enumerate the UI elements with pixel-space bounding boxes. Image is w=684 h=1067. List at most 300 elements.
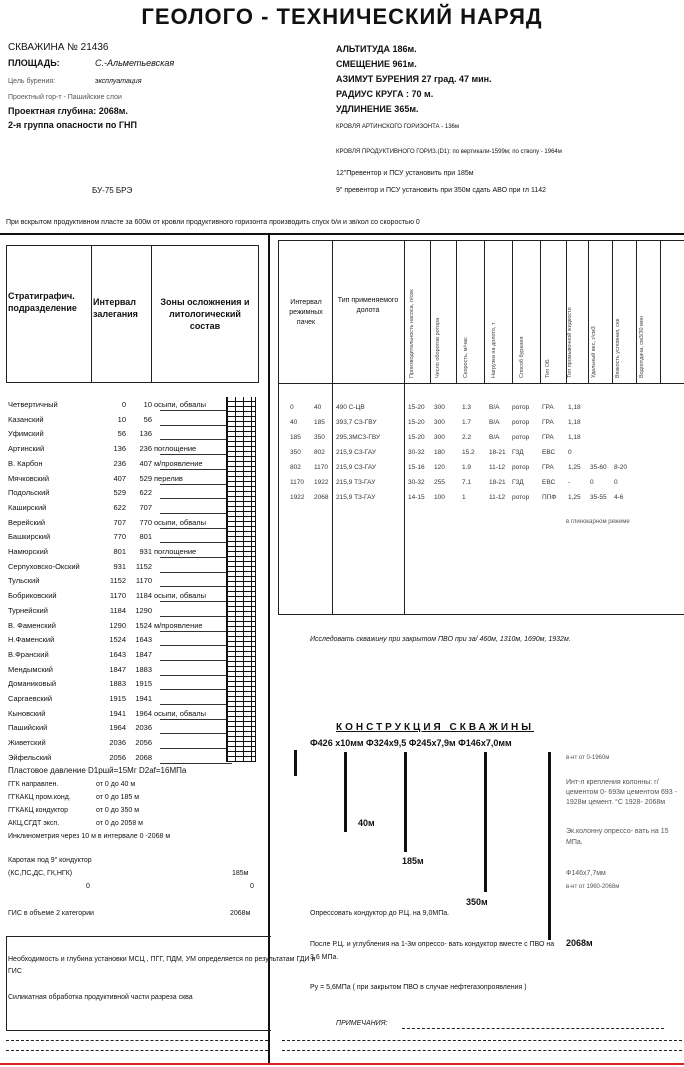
construction-casings: Ф426 х10мм Ф324х9,5 Ф245х7,9м Ф146х7,0мм xyxy=(310,738,512,748)
bit-cell: 802 xyxy=(290,464,301,471)
productive-roof: КРОВЛЯ ПРОДУКТИВНОГО ГОРИЗ.(D1): по вертикали-1599м; по стволу - 1964м xyxy=(336,149,562,155)
strat-to: 1915 xyxy=(135,679,152,689)
strat-zone: поглощение xyxy=(154,444,197,454)
bottom-red-rule xyxy=(0,1063,684,1065)
altitude: АЛЬТИТУДА 186м. xyxy=(336,44,417,54)
gis-label: ГИС в объеме 2 категории xyxy=(8,910,94,917)
bit-cell: 350 xyxy=(290,449,301,456)
bit-cell: 1922 xyxy=(314,479,329,486)
bit-cell: ППФ xyxy=(542,494,557,501)
bit-cell: 255 xyxy=(434,479,445,486)
strat-zone: м/проявление xyxy=(154,458,203,468)
casing-426 xyxy=(344,752,347,832)
strat-name: Казанский xyxy=(8,414,44,424)
strat-col-border-0 xyxy=(6,245,7,383)
bit-cell: 14-15 xyxy=(408,494,425,501)
strat-to: 236 xyxy=(139,444,152,454)
bit-cell: 185 xyxy=(314,419,325,426)
strat-from: 770 xyxy=(113,532,126,542)
casing-324 xyxy=(404,752,407,852)
bit-cell: 18-21 xyxy=(489,449,506,456)
strat-to: 1941 xyxy=(135,694,152,703)
strat-from: 1941 xyxy=(109,708,126,718)
radius: РАДИУС КРУГА : 70 м. xyxy=(336,89,434,99)
bit-col-border xyxy=(660,240,661,383)
bit-cell: 393,7 СЗ-ГВУ xyxy=(336,419,377,426)
logging-label-1: ГГКАКЦ пром.конд. xyxy=(8,794,71,801)
bit-cell: 2068 xyxy=(314,494,329,501)
strat-zone: осыпи, обвалы xyxy=(154,517,207,527)
bit-cell: 180 xyxy=(434,449,445,456)
bit-cell: ГРА xyxy=(542,464,554,471)
strat-from: 0 xyxy=(121,400,126,409)
table-row xyxy=(282,447,684,463)
remarks-line-2 xyxy=(282,1040,682,1041)
strat-to: 136 xyxy=(139,429,152,439)
zone-underline xyxy=(160,601,232,602)
strat-from: 931 xyxy=(113,561,126,571)
bit-cell: 1,25 xyxy=(568,494,581,501)
table-row xyxy=(282,417,684,433)
logging-value-1: от 0 до 185 м xyxy=(96,794,140,801)
zone-underline xyxy=(160,586,232,587)
strat-from: 622 xyxy=(113,502,126,512)
bit-cell: 295,3МСЗ-ГВУ xyxy=(336,434,381,441)
bit-cell: ГРА xyxy=(542,419,554,426)
strat-from: 1643 xyxy=(109,649,126,659)
bit-table-left-border xyxy=(278,240,279,615)
strat-zone: м/проявление xyxy=(154,620,203,630)
inclinometry: Инклинометрия через 10 м в интервале 0 -2068 м xyxy=(8,833,171,840)
frame-top xyxy=(0,233,684,235)
strat-from: 10 xyxy=(117,414,126,424)
zone-underline xyxy=(160,660,232,661)
lithology-column xyxy=(226,397,256,762)
strat-to: 2036 xyxy=(135,723,152,733)
logging-value-0: от 0 до 40 м xyxy=(96,781,136,788)
strat-to: 1290 xyxy=(135,605,152,615)
bit-col-border xyxy=(588,240,589,383)
zone-underline xyxy=(160,513,232,514)
bit-cell: 350 xyxy=(314,434,325,441)
strat-to: 622 xyxy=(139,488,152,498)
table-row xyxy=(8,486,258,501)
strat-from: 801 xyxy=(113,547,126,556)
bit-vertical-header-text: Число оборотов ротора xyxy=(435,317,441,378)
bit-cell: 300 xyxy=(434,434,445,441)
strat-to: 931 xyxy=(139,547,152,556)
strat-to: 407 xyxy=(139,458,152,468)
table-row xyxy=(8,457,258,472)
note-casing-cement: в-нт от 1960-2068м xyxy=(566,884,620,890)
bit-col-border xyxy=(430,240,431,383)
zone-underline xyxy=(160,410,232,411)
bit-cell: 300 xyxy=(434,419,445,426)
strat-name: Уфимский xyxy=(8,429,44,439)
zone-underline xyxy=(160,631,232,632)
strat-name: Бобриковский xyxy=(8,591,57,601)
strat-from: 136 xyxy=(113,444,126,454)
depth-350: 350м xyxy=(466,897,488,907)
bit-cell: 100 xyxy=(434,494,445,501)
strat-header-bottom xyxy=(6,382,258,383)
bit-header-interval: Интервал режимных пачек xyxy=(289,299,323,326)
table-row xyxy=(8,692,258,707)
bit-cell: 1170 xyxy=(290,479,304,486)
design-depth: Проектная глубина: 2068м. xyxy=(8,106,128,116)
bit-cell: В/А xyxy=(489,419,500,426)
zone-underline xyxy=(160,498,232,499)
table-row xyxy=(8,633,258,648)
table-row xyxy=(8,648,258,663)
table-row xyxy=(8,707,258,722)
bit-col-border xyxy=(512,240,513,383)
well-number: СКВАЖИНА № 21436 xyxy=(8,42,109,53)
strat-to: 10 xyxy=(143,400,152,409)
strat-to: 1152 xyxy=(135,561,152,571)
table-row xyxy=(8,751,258,766)
bit-cell: 120 xyxy=(434,464,445,471)
bit-cell: 1,25 xyxy=(568,464,581,471)
bit-cell: ротор xyxy=(512,404,530,411)
table-row xyxy=(8,574,258,589)
strat-name: Подольский xyxy=(8,488,50,498)
remarks-label: ПРИМЕЧАНИЯ: xyxy=(336,1020,388,1027)
bit-vertical-header-text: Водоотдача, см3/30 мин xyxy=(639,316,645,378)
bit-cell: 2.2 xyxy=(462,434,472,441)
table-row xyxy=(282,402,684,418)
table-row xyxy=(282,432,684,448)
strat-name: Саргаевский xyxy=(8,694,53,703)
strat-col-border-3 xyxy=(258,245,259,383)
strat-from: 2056 xyxy=(109,752,126,762)
strat-to: 1643 xyxy=(135,635,152,645)
karotazh-depth: 185м xyxy=(232,870,249,877)
bit-vertical-header xyxy=(638,250,652,380)
pressure-line: Пластовое давление D1pшй=15Мг D2af=16МПа xyxy=(8,766,187,775)
table-row xyxy=(8,472,258,487)
preventer-9: 9" превентор и ПСУ установить при 350м сдать АВО при гл 1142 xyxy=(336,187,546,194)
strat-to: 2068 xyxy=(135,752,152,762)
casing-marker-left xyxy=(294,750,297,776)
bit-cell: ротор xyxy=(512,419,530,426)
page-title: ГЕОЛОГО - ТЕХНИЧЕСКИЙ НАРЯД xyxy=(141,4,543,29)
bit-vertical-header-text: Скорость, м/час xyxy=(463,337,469,378)
bit-cell: 1.3 xyxy=(462,404,472,411)
table-row xyxy=(282,492,684,508)
karotazh-zero-a: 0 xyxy=(86,883,90,890)
strat-name: Н.Фаменский xyxy=(8,635,55,645)
bit-cell: ГРА xyxy=(542,434,554,441)
strat-name: Живетский xyxy=(8,738,46,748)
bit-cell: 215,9 СЗ-ГАУ xyxy=(336,464,377,471)
depth-2068: 2068м xyxy=(566,938,593,948)
strat-zone: осыпи, обвалы xyxy=(154,708,207,718)
zone-underline xyxy=(160,719,232,720)
preventer-12: 12"Превентор и ПСУ установить при 185м xyxy=(336,170,474,177)
depth-40: 40м xyxy=(358,818,375,828)
investigate-note: Исследовать скважину при закрытом ПВО при за/ 460м, 1310м, 1690м, 1932м. xyxy=(310,636,571,643)
rig-type: БУ-75 БРЭ xyxy=(92,186,133,195)
dash-line-left-1 xyxy=(6,1040,268,1041)
remarks-line-3 xyxy=(282,1050,682,1051)
open-layer-note: При вскрытом продуктивном пласте за 600м от кровли продуктивного горизонта производить спуск б/и и зв/кол со скоростью 0 xyxy=(6,219,420,226)
table-row xyxy=(8,677,258,692)
bit-table-header-border xyxy=(278,383,684,384)
bit-col-border xyxy=(456,240,457,383)
strat-from: 407 xyxy=(113,473,126,483)
karotazh-methods: (КС,ПС,ДС, ГК,НГК) xyxy=(8,870,73,877)
zone-underline xyxy=(160,704,232,705)
strat-to: 529 xyxy=(139,473,152,483)
logging-label-2: ГГКАКЦ кондуктор xyxy=(8,807,69,814)
offset: СМЕЩЕНИЕ 961м. xyxy=(336,59,417,69)
bottom-note-1: Необходимость и глубина установки МСЦ , ПГГ, ПДМ, УМ определяется по результатам ГДИ и ГИС xyxy=(8,956,316,975)
bit-cell: 35-55 xyxy=(590,494,607,501)
strat-to: 2056 xyxy=(135,738,152,748)
bit-table-note: в глинокарном режиме xyxy=(566,519,630,525)
dash-line-left-2 xyxy=(6,1050,268,1051)
karotazh-title: Каротаж под 9" кондуктор xyxy=(8,857,92,864)
zone-underline xyxy=(160,748,232,749)
zone-underline xyxy=(160,528,232,529)
casing-245 xyxy=(484,752,487,892)
bit-cell: 1,18 xyxy=(568,434,581,441)
strat-to: 1170 xyxy=(135,576,152,586)
bit-cell: 185 xyxy=(290,434,301,441)
strat-from: 1524 xyxy=(109,635,126,645)
bit-cell: 1,18 xyxy=(568,404,581,411)
bit-cell: ротор xyxy=(512,434,530,441)
bit-cell: 215,9 СЗ-ГАУ xyxy=(336,449,377,456)
construction-title: КОНСТРУКЦИЯ СКВАЖИНЫ xyxy=(336,722,535,733)
bit-cell: 4-6 xyxy=(614,494,624,501)
bit-table-bottom-border xyxy=(278,614,684,615)
strat-to: 801 xyxy=(139,532,152,542)
bit-col-border xyxy=(484,240,485,383)
table-row xyxy=(8,589,258,604)
zone-underline xyxy=(160,689,232,690)
bit-cell: 30-32 xyxy=(408,449,425,456)
frame-divider-left xyxy=(268,233,270,1063)
bit-cell: 15-16 xyxy=(408,464,425,471)
strat-name: Серпуховско-Окский xyxy=(8,561,80,571)
area-label: ПЛОЩАДЬ: xyxy=(8,58,60,68)
note-pressure: Эк.колонну опрессо- вать на 15 МПа. xyxy=(566,828,669,846)
bit-vertical-header-text: Нагрузка на долото, т xyxy=(491,322,497,378)
notes-box-top xyxy=(6,936,271,937)
strat-name: В.Франский xyxy=(8,649,49,659)
bit-cell: 30-32 xyxy=(408,479,425,486)
bit-vertical-header xyxy=(518,250,532,380)
purpose-value: эксплуатация xyxy=(95,78,142,85)
zone-underline xyxy=(160,675,232,676)
bit-cell: ЕВС xyxy=(542,479,556,486)
strat-name: Эйфельский xyxy=(8,752,52,762)
table-row xyxy=(8,619,258,634)
bit-col-border xyxy=(612,240,613,383)
bottom-note-2: Силикатная обработка продуктивной части разреза сква xyxy=(8,994,193,1001)
strat-from: 1170 xyxy=(109,591,126,601)
table-row xyxy=(282,462,684,478)
zone-underline xyxy=(160,454,232,455)
zone-underline xyxy=(160,616,232,617)
bit-cell: 1922 xyxy=(290,494,305,501)
table-row xyxy=(8,516,258,531)
bit-vertical-header xyxy=(614,250,628,380)
area-value: С.-Альметьевская xyxy=(95,58,175,68)
strat-to: 1524 xyxy=(135,620,152,630)
strat-name: Тульский xyxy=(8,576,40,586)
strat-name: Каширский xyxy=(8,502,47,512)
bit-cell: 0 xyxy=(614,479,618,486)
strat-name: В. Карбон xyxy=(8,458,43,468)
karotazh-zero-b: 0 xyxy=(250,883,254,890)
table-row xyxy=(8,663,258,678)
bit-vertical-header-text: Производительность насоса, л/сек xyxy=(409,289,415,378)
strat-to: 56 xyxy=(143,414,152,424)
strat-name: Мендымский xyxy=(8,664,53,674)
table-row xyxy=(8,442,258,457)
purpose-label: Цель бурения: xyxy=(8,78,56,85)
table-row xyxy=(8,398,258,413)
strat-from: 1964 xyxy=(109,723,126,733)
bit-cell: 40 xyxy=(314,404,322,411)
notes-box-bottom xyxy=(6,1030,271,1031)
bit-cell: 1,18 xyxy=(568,419,581,426)
bit-cell: ротор xyxy=(512,494,530,501)
strat-to: 1847 xyxy=(135,649,152,659)
bit-vertical-header xyxy=(544,250,558,380)
logging-label-3: АКЦ,СГДТ эксп. xyxy=(8,820,60,827)
bit-cell: 1170 xyxy=(314,464,328,471)
zone-underline xyxy=(160,542,232,543)
zone-underline xyxy=(160,557,232,558)
bit-cell: ротор xyxy=(512,464,530,471)
strat-name: Верейский xyxy=(8,517,46,527)
bit-col-border xyxy=(636,240,637,383)
strat-col-border-1 xyxy=(91,245,92,383)
bit-cell: 215,9 ТЗ-ГАУ xyxy=(336,494,376,501)
bit-cell: 0 xyxy=(590,479,594,486)
bit-cell: 15-20 xyxy=(408,404,425,411)
bit-vertical-header-text: Вязкость условная, сек xyxy=(615,318,621,378)
strat-from: 2036 xyxy=(109,738,126,748)
table-row xyxy=(8,721,258,736)
zone-underline xyxy=(160,439,232,440)
zone-underline xyxy=(160,645,232,646)
bit-cell: ГРА xyxy=(542,404,554,411)
bit-cell: В/А xyxy=(489,434,500,441)
bit-cell: 18-21 xyxy=(489,479,506,486)
strat-from: 1915 xyxy=(109,694,126,703)
bit-cell: 15-20 xyxy=(408,434,425,441)
table-row xyxy=(8,427,258,442)
bit-cell: 300 xyxy=(434,404,445,411)
bit-cell: 35-60 xyxy=(590,464,607,471)
bit-cell: ГЗД xyxy=(512,449,524,456)
cement-top: в-нт от 0-1960м xyxy=(566,755,610,761)
bit-cell: - xyxy=(568,479,571,486)
strat-from: 236 xyxy=(113,458,126,468)
design-horizon: Проектный гор-т - Пашийские слои xyxy=(8,94,122,101)
strat-from: 529 xyxy=(113,488,126,498)
strat-header-zones: Зоны осложнения и литологический состав xyxy=(160,297,250,331)
strat-zone: осыпи, обвалы xyxy=(154,591,207,601)
strat-from: 1883 xyxy=(109,679,126,689)
logging-label-0: ГГК направлен. xyxy=(8,781,59,788)
table-row xyxy=(8,545,258,560)
bit-cell: 15-20 xyxy=(408,419,425,426)
bit-vertical-header-text: Удельный вес, г/см3 xyxy=(591,326,597,378)
bit-cell: 8-20 xyxy=(614,464,628,471)
strat-to: 1184 xyxy=(135,591,152,601)
strat-zone: поглощение xyxy=(154,547,197,556)
strat-name: Доманиковый xyxy=(8,679,57,689)
after-test: После Р.Ц. и углубления на 1-3м опрессо- вать кондуктор вместе с ПВО на 3,6 МПа. xyxy=(310,941,555,961)
strat-to: 1883 xyxy=(135,664,152,674)
strat-name: Намюрский xyxy=(8,547,48,556)
bit-table-top-border xyxy=(278,240,684,241)
bit-cell: 40 xyxy=(290,419,298,426)
strat-header-interval: Интервал залегания xyxy=(93,297,138,319)
bit-cell: 11-12 xyxy=(489,494,506,501)
gis-depth: 2068м xyxy=(230,910,251,917)
strat-name: Пашийский xyxy=(8,723,48,733)
strat-to: 770 xyxy=(139,517,152,527)
logging-value-3: от 0 до 2058 м xyxy=(96,820,143,827)
strat-name: Башкирский xyxy=(8,532,51,542)
bit-vertical-header xyxy=(490,250,504,380)
table-row xyxy=(282,477,684,493)
strat-from: 1847 xyxy=(109,664,126,674)
note-interval: Инт-л крепления колонны: г/цементом 0- 693м цементом 693 - 1928м цемент. °С 1928- 2068м xyxy=(566,779,677,806)
zone-underline xyxy=(160,572,232,573)
bit-vertical-header xyxy=(408,250,422,380)
bit-cell: 490 С-ЦВ xyxy=(336,404,365,411)
remarks-line-1 xyxy=(402,1028,664,1029)
strat-name: Артинский xyxy=(8,444,45,454)
strat-header-top xyxy=(6,245,258,246)
pu-note: Ру = 5,6МПа ( при закрытом ПВО в случае нефтегазопроявления ) xyxy=(310,984,527,991)
table-row xyxy=(8,501,258,516)
strat-name: Турнейский xyxy=(8,605,48,615)
logging-value-2: от 0 до 350 м xyxy=(96,807,140,814)
table-row xyxy=(8,604,258,619)
depth-185: 185м xyxy=(402,856,424,866)
strat-from: 1184 xyxy=(109,605,126,615)
zone-underline xyxy=(160,484,232,485)
bit-cell: 7.1 xyxy=(462,479,472,486)
strat-from: 56 xyxy=(117,429,126,439)
bit-col-border xyxy=(540,240,541,383)
strat-header-strat: Стратиграфич. подразделение xyxy=(8,291,77,313)
bit-cell: 0 xyxy=(568,449,572,456)
strat-from: 1152 xyxy=(109,576,126,586)
bit-cell: 15.2 xyxy=(462,449,475,456)
bit-vertical-header xyxy=(434,250,448,380)
bit-cell: 1.7 xyxy=(462,419,472,426)
bit-vertical-header-text: Способ бурения xyxy=(519,336,525,378)
zone-underline xyxy=(160,425,232,426)
bit-cell: 215,9 ТЗ-ГАУ xyxy=(336,479,376,486)
bit-cell: ЕВС xyxy=(542,449,556,456)
bit-vertical-header-text: Тип ОБ xyxy=(545,359,551,378)
casing-146 xyxy=(548,752,551,940)
azimuth: АЗИМУТ БУРЕНИЯ 27 град. 47 мин. xyxy=(336,74,492,84)
strat-col-border-2 xyxy=(151,245,152,383)
elongation: УДЛИНЕНИЕ 365м. xyxy=(336,104,419,114)
